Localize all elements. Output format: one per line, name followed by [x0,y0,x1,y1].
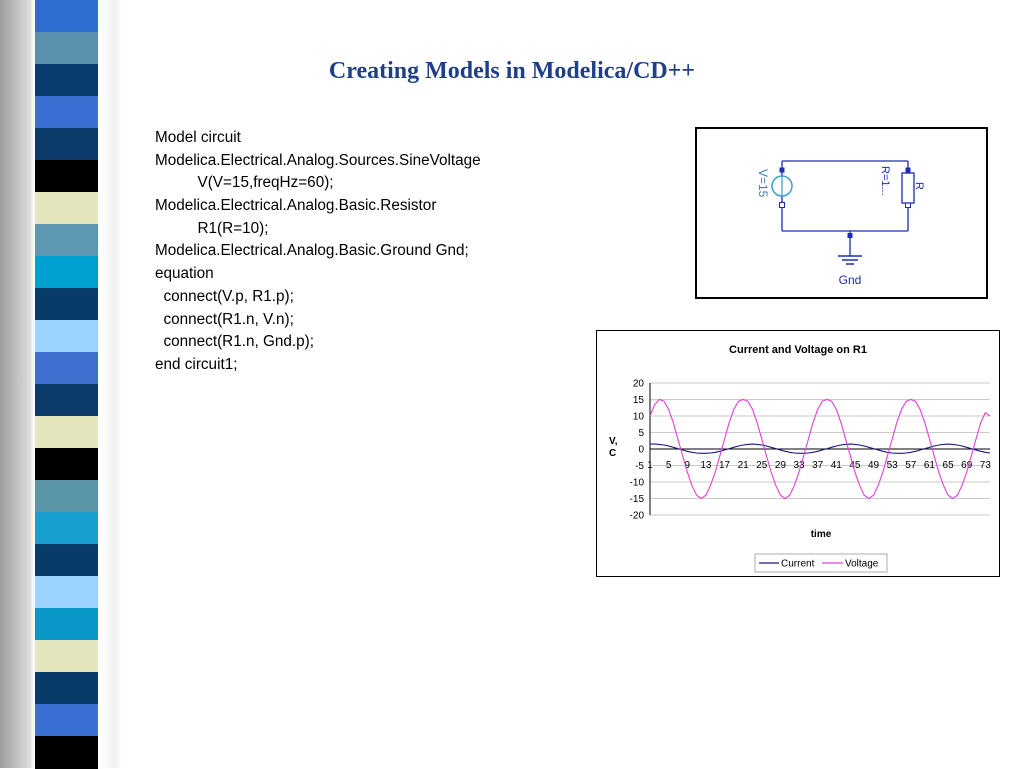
stripe-block [35,480,98,513]
stripe-block [35,608,98,641]
chart-title: Current and Voltage on R1 [729,344,867,356]
y-tick-label: -5 [635,461,644,472]
y-tick-label: -15 [629,494,644,505]
slide-title: Creating Models in Modelica/CD++ [328,58,696,84]
stripe-block [35,224,98,257]
x-tick-label: 37 [812,460,824,471]
stripe-block [35,352,98,385]
chart-legend [755,554,887,572]
x-tick-label: 41 [830,460,842,471]
code-line: connect(V.p, R1.p); [155,287,294,305]
circuit-diagram-svg [697,129,986,297]
resistor-label-top: R [913,182,925,190]
y-tick-label: 15 [632,395,644,406]
resistor-body [902,173,914,203]
stripe-block [35,128,98,161]
source-label: V=15 [756,169,770,198]
stripe-block [35,736,98,769]
x-axis-label: time [810,529,832,540]
y-tick-label: -10 [629,477,644,489]
stripe-block [35,0,98,33]
code-line: end circuit1; [155,355,238,373]
stripe-block [35,448,98,481]
x-tick-label: 29 [774,460,786,471]
x-tick-label: 65 [942,460,954,471]
x-tick-label: 69 [961,460,973,471]
source-pin-top [780,168,785,173]
legend-label-voltage: Voltage [845,558,879,570]
code-line: Modelica.Electrical.Analog.Sources.SineVoltage [155,151,481,169]
x-tick-label: 5 [665,460,672,471]
y-tick-label: 10 [632,411,644,423]
legend-label-current: Current [781,558,815,570]
x-tick-label: 21 [737,460,749,471]
code-line: Modelica.Electrical.Analog.Basic.Resistor [155,197,437,215]
resistor-label-value: R=1... [879,166,891,196]
stripe-block [35,96,98,129]
x-tick-label: 57 [905,460,917,471]
code-line: R1(R=10); [155,219,269,237]
circuit-diagram [695,127,988,299]
stripe-block [35,704,98,737]
y-tick-label: -20 [629,510,644,522]
code-line: Modelica.Electrical.Analog.Basic.Ground Gnd; [155,242,469,260]
modelica-code-block [155,127,481,377]
stripe-block [35,672,98,705]
x-tick-label: 45 [849,460,861,471]
stripe-block [35,416,98,449]
y-tick-label: 5 [638,428,644,439]
voltage-source [756,168,792,208]
ground-pin [848,233,853,238]
x-tick-label: 49 [867,460,880,471]
x-tick-label: 73 [979,460,991,471]
y-axis-label: V, C [609,436,618,459]
stripe-block [35,256,98,289]
chart-svg [597,331,999,576]
source-pin-bottom [780,203,785,208]
code-line: equation [155,265,214,283]
stripe-block [35,512,98,545]
decorative-stripe [0,0,122,768]
code-line: connect(R1.n, Gnd.p); [155,333,314,351]
current-voltage-chart [596,330,1000,577]
x-tick-label: 1 [647,460,653,471]
stripe-block [35,576,98,609]
ground-label: Gnd [838,273,862,287]
x-tick-label: 9 [684,460,691,471]
y-tick-label: 20 [632,378,644,390]
stripe-block [35,544,98,577]
code-line: connect(R1.n, V.n); [155,310,294,328]
x-tick-label: 53 [886,460,898,471]
stripe-block [35,288,98,321]
x-tick-label: 33 [793,460,805,471]
x-tick-label: 17 [718,460,731,471]
stripe-block [35,320,98,353]
code-line: V(V=15,freqHz=60); [155,174,334,192]
resistor [879,166,925,208]
x-tick-label: 13 [700,460,712,471]
x-tick-label: 25 [756,460,768,471]
code-line: Model circuit [155,129,241,146]
resistor-pin-top [906,168,911,173]
stripe-block [35,384,98,417]
y-tick-label: 0 [638,444,644,456]
stripe-block [35,640,98,673]
stripe-block [35,160,98,193]
x-tick-label: 61 [923,460,936,471]
stripe-block [35,192,98,225]
